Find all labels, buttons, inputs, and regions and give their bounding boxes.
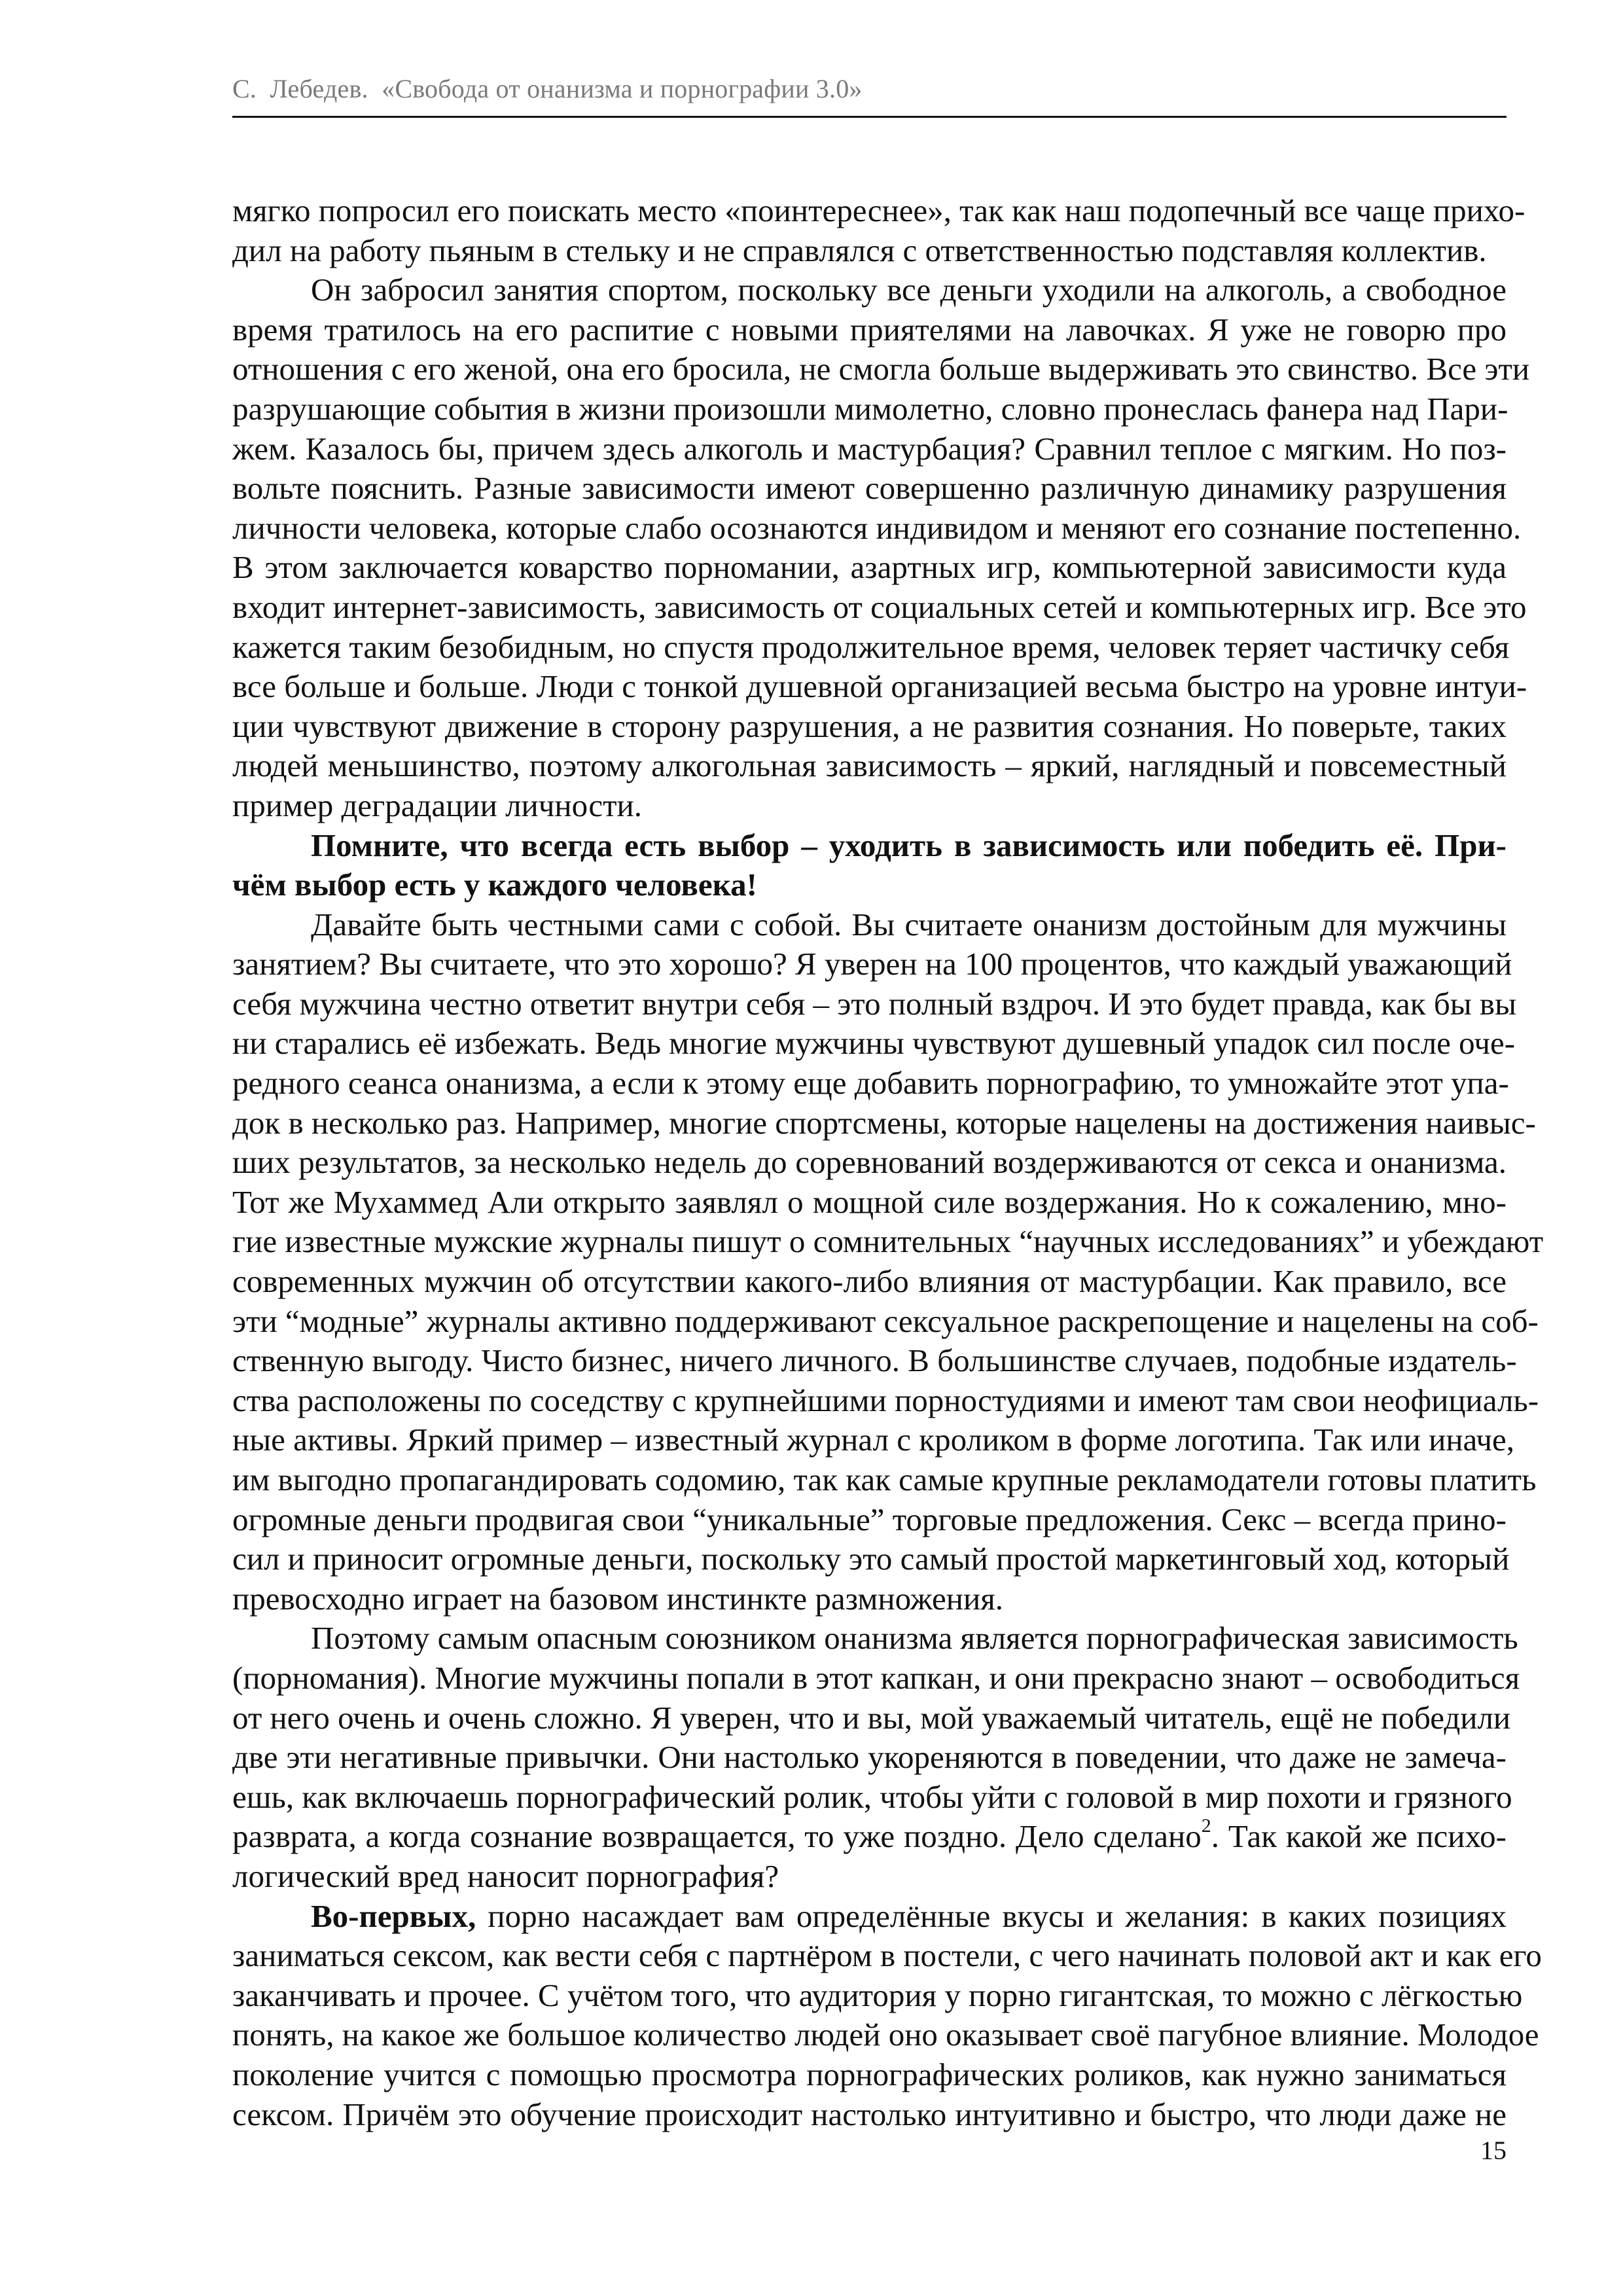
text-line: отношения с его женой, она его бросила, не смогла больше выдерживать это свинство. Все эти: [232, 351, 1530, 387]
text-line: Поэтому самым опасным союзником онанизма является порнографическая зависимость: [311, 1620, 1518, 1657]
text-line: современных мужчин об отсутствии какого-либо влияния от мастурбации. Как правило, все: [232, 1263, 1507, 1300]
header-divider: [232, 116, 1507, 118]
text-line: личности человека, которые слабо осознаются индивидом и меняют его сознание постепенно.: [232, 509, 1522, 546]
running-header: С. Лебедев. «Свобода от онанизма и порнографии 3.0»: [232, 74, 863, 103]
text-line: ства расположены по соседству с крупнейшими порностудиями и имеют там свои неофициаль-: [232, 1382, 1539, 1418]
text-line: сил и приносит огромные деньги, поскольку это самый простой маркетинговый ход, который: [232, 1541, 1510, 1577]
text-line: от него очень и очень сложно. Я уверен, что и вы, мой уважаемый читатель, ещё не победили: [232, 1699, 1511, 1736]
text-line: мягко попросил его поискать место «поинтереснее», так как наш подопечный все чаще прихо-: [232, 192, 1525, 228]
text-line: логический вред наносит порнография?: [232, 1857, 779, 1894]
text-line: сексом. Причём это обучение происходит настолько интуитивно и быстро, что люди даже не: [232, 2096, 1507, 2132]
text-line: превосходно играет на базовом инстинкте размножения.: [232, 1580, 1004, 1617]
body-text: [232, 191, 1544, 2134]
text-line: им выгодно пропагандировать содомию, так как самые крупные рекламодатели готовы платить: [232, 1462, 1537, 1498]
page-number: 15: [1480, 2136, 1507, 2165]
text-line: дил на работу пьяным в стельку и не справлялся с ответственностью подставляя коллектив.: [232, 232, 1487, 268]
text-line: себя мужчина честно ответит внутри себя – это полный вздроч. И это будет правда, как бы вы: [232, 985, 1516, 1022]
line-text: порно насаждает вам определённые вкусы и желания: в каких позициях: [476, 1897, 1507, 1934]
text-line: заниматься сексом, как вести себя с партнёром в постели, с чего начинать половой акт и как его: [232, 1937, 1542, 1974]
text-line: док в несколько раз. Например, многие спортсмены, которые нацелены на достижения наивыс-: [232, 1104, 1536, 1141]
text-line: [232, 1897, 1507, 1937]
text-line: эти “модные” журналы активно поддерживают сексуальное раскрепощение и нацелены на соб-: [232, 1302, 1539, 1339]
text-line: поколение учится с помощью просмотра порнографических роликов, как нужно заниматься: [232, 2056, 1507, 2092]
text-line: ции чувствуют движение в сторону разрушения, а не развития сознания. Но поверьте, таких: [232, 708, 1507, 744]
text-line: разрушающие события в жизни произошли мимолетно, словно пронеслась фанера над Пари-: [232, 390, 1508, 427]
text-line: все больше и больше. Люди с тонкой душевной организацией весьма быстро на уровне интуи-: [232, 668, 1527, 705]
text-line: две эти негативные привычки. Они настолько укореняются в поведении, что даже не замеча-: [232, 1739, 1507, 1776]
text-line: ные активы. Яркий пример – известный журнал с кроликом в форме логотипа. Так или иначе,: [232, 1422, 1514, 1458]
text-line: время тратилось на его распитие с новыми приятелями на лавочках. Я уже не говорю про: [232, 311, 1507, 348]
text-line: людей меньшинство, поэтому алкогольная зависимость – яркий, наглядный и повсеместный: [232, 747, 1507, 784]
text-line: огромные деньги продвигая свои “уникальные” торговые предложения. Секс – всегда прино-: [232, 1501, 1507, 1537]
text-line: кажется таким безобидным, но спустя продолжительное время, человек теряет частичку себя: [232, 628, 1510, 665]
text-line: В этом заключается коварство порномании, азартных игр, компьютерной зависимости куда: [232, 549, 1507, 586]
line-text: разврата, а когда сознание возвращается, то уже поздно. Дело сделано: [232, 1818, 1202, 1855]
text-line: Тот же Мухаммед Али открыто заявлял о мощной силе воздержания. Но к сожалению, мно-: [232, 1183, 1507, 1220]
line-text: . Так какой же психо-: [1211, 1818, 1507, 1855]
text-line: входит интернет-зависимость, зависимость от социальных сетей и компьютерных игр. Все это: [232, 588, 1527, 625]
text-line: ственную выгоду. Чисто бизнес, ничего личного. В большинстве случаев, подобные издатель-: [232, 1342, 1517, 1379]
text-line: ешь, как включаешь порнографический ролик, чтобы уйти с головой в мир похоти и грязного: [232, 1778, 1512, 1815]
footnote-marker[interactable]: 2: [1201, 1815, 1211, 1837]
text-line: ших результатов, за несколько недель до соревнований воздерживаются от секса и онанизма.: [232, 1144, 1507, 1181]
text-line: чём выбор есть у каждого человека!: [232, 867, 757, 903]
bold-run-in-heading: Во-первых,: [311, 1897, 476, 1934]
text-line: (порномания). Многие мужчины попали в этот капкан, и они прекрасно знают – освободиться: [232, 1659, 1520, 1696]
text-line: понять, на какое же большое количество людей оно оказывает своё пагубное влияние. Молодое: [232, 2017, 1539, 2053]
text-line: Он забросил занятия спортом, поскольку все деньги уходили на алкоголь, а свободное: [311, 272, 1507, 308]
text-line: Давайте быть честными сами с собой. Вы считаете онанизм достойным для мужчины: [311, 906, 1507, 942]
text-line: заканчивать и прочее. С учётом того, что аудитория у порно гигантская, то можно с лёгкостью: [232, 1977, 1523, 2013]
text-line: занятием? Вы считаете, что это хорошо? Я уверен на 100 процентов, что каждый уважающий: [232, 946, 1512, 982]
text-line: пример деградации личности.: [232, 787, 642, 823]
text-line: гие известные мужские журналы пишут о сомнительных “научных исследованиях” и убеждают: [232, 1223, 1544, 1260]
text-line: [232, 1817, 1507, 1857]
text-line: Помните, что всегда есть выбор – уходить в зависимость или победить её. При-: [311, 827, 1507, 863]
text-line: редного сеанса онанизма, а если к этому еще добавить порнографию, то умножайте этот упа-: [232, 1065, 1509, 1102]
text-line: ни старались её избежать. Ведь многие мужчины чувствуют душевный упадок сил после оче-: [232, 1025, 1516, 1062]
text-line: жем. Казалось бы, причем здесь алкоголь и мастурбация? Сравнил теплое с мягким. Но поз-: [232, 430, 1507, 467]
text-line: вольте пояснить. Разные зависимости имеют совершенно различную динамику разрушения: [232, 470, 1507, 507]
